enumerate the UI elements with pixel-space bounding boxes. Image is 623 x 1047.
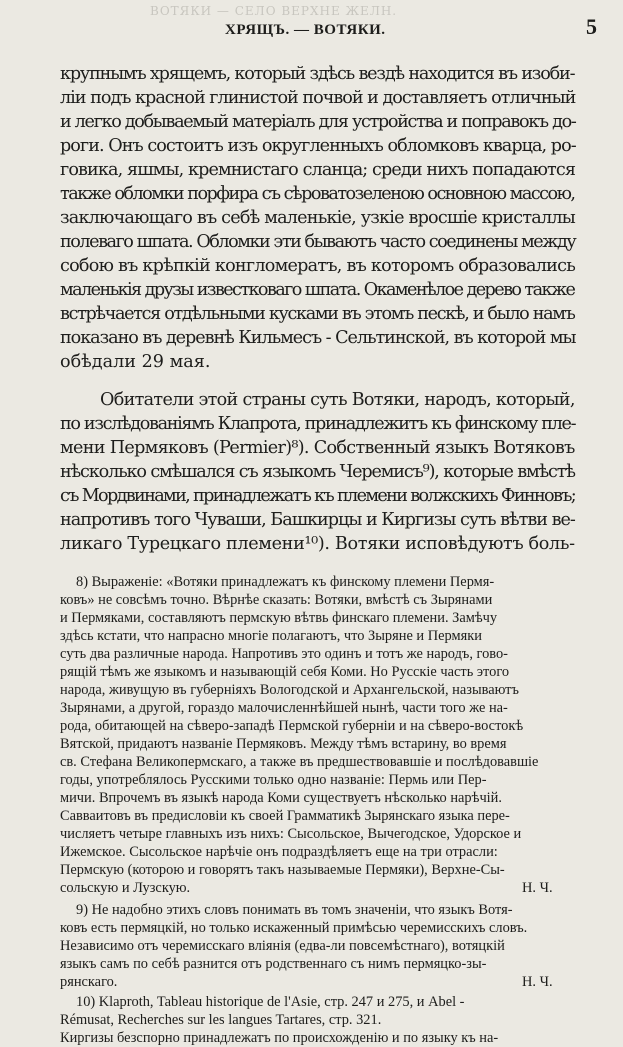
paragraph1-line: маленькія друзы известковаго шпата. Окаменѣлое дерево также [60, 280, 575, 300]
footnote8-line: Зырянами, а другой, гораздо малочисленнѣйшей нынѣ, части того же на- [60, 700, 508, 716]
footnote8-line: рящій тѣмъ же языкомъ и называющій себя Коми. Но Русскіе часть этого [60, 664, 510, 680]
footnote8-line: 8) Выраженіе: «Вотяки принадлежатъ къ финскому племени Пермя- [76, 574, 495, 590]
footnote8-line: Ижемское. Сысольское нарѣчіе онъ подраздѣляетъ еще на три отрасли: [60, 844, 498, 860]
paragraph2-line: Обитатели этой страны суть Вотяки, народъ, который, [100, 390, 575, 410]
paragraph2-line: напротивъ того Чуваши, Башкирцы и Киргизы суть вѣтви ве- [60, 510, 575, 530]
paragraph1-line: обѣдали 29 мая. [60, 352, 211, 372]
paragraph1-line: также обломки порфира съ сѣроватозеленою основною массою, [60, 184, 575, 204]
footnote8-line: суть два различные народа. Напротивъ это одинъ и тотъ же народъ, гово- [60, 646, 508, 662]
footnote8-line: св. Стефана Великопермскаго, а также въ предшествовавшіе и послѣдовавшіе [60, 754, 539, 770]
footnote8-line: числяетъ четыре главныхъ изъ нихъ: Сысольское, Вычегодское, Удорское и [60, 826, 522, 842]
running-head: ХРЯЩЪ. — ВОТЯКИ. [225, 22, 386, 38]
footnote8-line: Вятской, придаютъ названіе Пермяковъ. Между тѣмъ встарину, во время [60, 736, 507, 752]
footnote10-line: Киргизы безспорно принадлежатъ по происхожденію и по языку къ на- [60, 1030, 499, 1046]
paragraph1-line: полеваго шпата. Обломки эти бываютъ часто соединены между [60, 232, 576, 252]
footnote9-line: 9) Не надобно этихъ словъ понимать въ томъ значеніи, что языкъ Вотя- [76, 902, 513, 918]
paragraph1-line: говика, яшмы, кремнистаго сланца; среди нихъ попадаются [60, 160, 576, 180]
footnote9-line: Независимо отъ черемисскаго вліянія (едва-ли повсемѣстнаго), вотяцкій [60, 938, 505, 954]
footnote9-signature: Н. Ч. [522, 974, 553, 990]
paragraph2-line: съ Мордвинами, принадлежатъ къ племени волжскихъ Финновъ; [60, 486, 576, 506]
paragraph2-line: нѣсколько смѣшался съ языкомъ Черемисъ⁹), которые вмѣстѣ [60, 462, 575, 482]
footnote8-line: Пермскую (которою и говорятъ такъ называемые Пермяки), Верхне-Сы- [60, 862, 505, 878]
footnote8-line: рода, обитающей на сѣверо-западѣ Пермской губерніи и на сѣверо-востокѣ [60, 718, 524, 734]
paragraph1-line: показано въ деревнѣ Кильмесъ - Сельтинской, въ которой мы [60, 328, 576, 348]
paragraph1-line: встрѣчается отдѣльными кусками въ этомъ пескѣ, и было намъ [60, 304, 575, 324]
paragraph1-line: и легко добываемый матеріалъ для устройства и поправокъ до- [60, 112, 576, 132]
footnote8-line: народа, живущую въ губерніяхъ Вологодской и Архангельской, называютъ [60, 682, 519, 698]
footnote10-line: Rémusat, Recherches sur les langues Tartares, стр. 321. [60, 1012, 382, 1028]
paragraph1-line: крупнымъ хрящемъ, который здѣсь вездѣ находится въ изоби- [60, 64, 575, 84]
paragraph1-line: заключающаго въ себѣ маленькіе, узкіе вросшіе кристаллы [60, 208, 575, 228]
paragraph2-line: по изслѣдованіямъ Клапрота, принадлежитъ къ финскому пле- [60, 414, 576, 434]
bleed-through-text: ВОТЯКИ — СЕЛО ВЕРХНЕ ЖЕЛН. [150, 4, 398, 18]
footnote9-line: ковъ есть пермяцкій, но только искаженный примѣсью черемисскихъ словъ. [60, 920, 528, 936]
footnote10-line: 10) Klaproth, Tableau historique de l'Asie, стр. 247 и 275, и Abel - [76, 994, 465, 1010]
footnote8-line: и Пермяками, составляютъ пермскую вѣтвь финскаго племени. Замѣчу [60, 610, 498, 626]
footnote8-line: ковъ» не совсѣмъ точно. Вѣрнѣе сказать: Вотяки, вмѣстѣ съ Зырянами [60, 592, 493, 608]
footnote8-line: мичи. Впрочемъ въ языкѣ народа Коми существуетъ нѣсколько нарѣчій. [60, 790, 502, 806]
paragraph1-line: собою въ крѣпкій конгломератъ, въ которомъ образовались [60, 256, 576, 276]
footnote8-line: годы, употреблялось Русскими только одно названіе: Пермь или Пер- [60, 772, 487, 788]
paragraph2-line: мени Пермяковъ (Permier)⁸). Собственный языкъ Вотяковъ [60, 438, 575, 458]
paragraph1-line: ліи подъ красной глинистой почвой и доставляетъ отличный [60, 88, 576, 108]
footnote8-line: здѣсь кстати, что напрасно многіе полагаютъ, что Зыряне и Пермяки [60, 628, 482, 644]
footnote8-line: Савваитовъ въ предисловіи къ своей Грамматикѣ Зырянскаго языка пере- [60, 808, 510, 824]
footnote9-line: рянскаго. [60, 974, 118, 990]
paragraph2-line: ликаго Турецкаго племени¹⁰). Вотяки исповѣдуютъ боль- [60, 534, 575, 554]
paragraph1-line: роги. Онъ состоитъ изъ округленныхъ обломковъ кварца, ро- [60, 136, 576, 156]
page-number: 5 [586, 14, 597, 39]
footnote8-signature: Н. Ч. [522, 880, 553, 896]
footnote8-line: сольскую и Лузскую. [60, 880, 191, 896]
footnote9-line: языкъ самъ по себѣ разнится отъ родственнаго съ нимъ пермяцко-зы- [60, 956, 487, 972]
